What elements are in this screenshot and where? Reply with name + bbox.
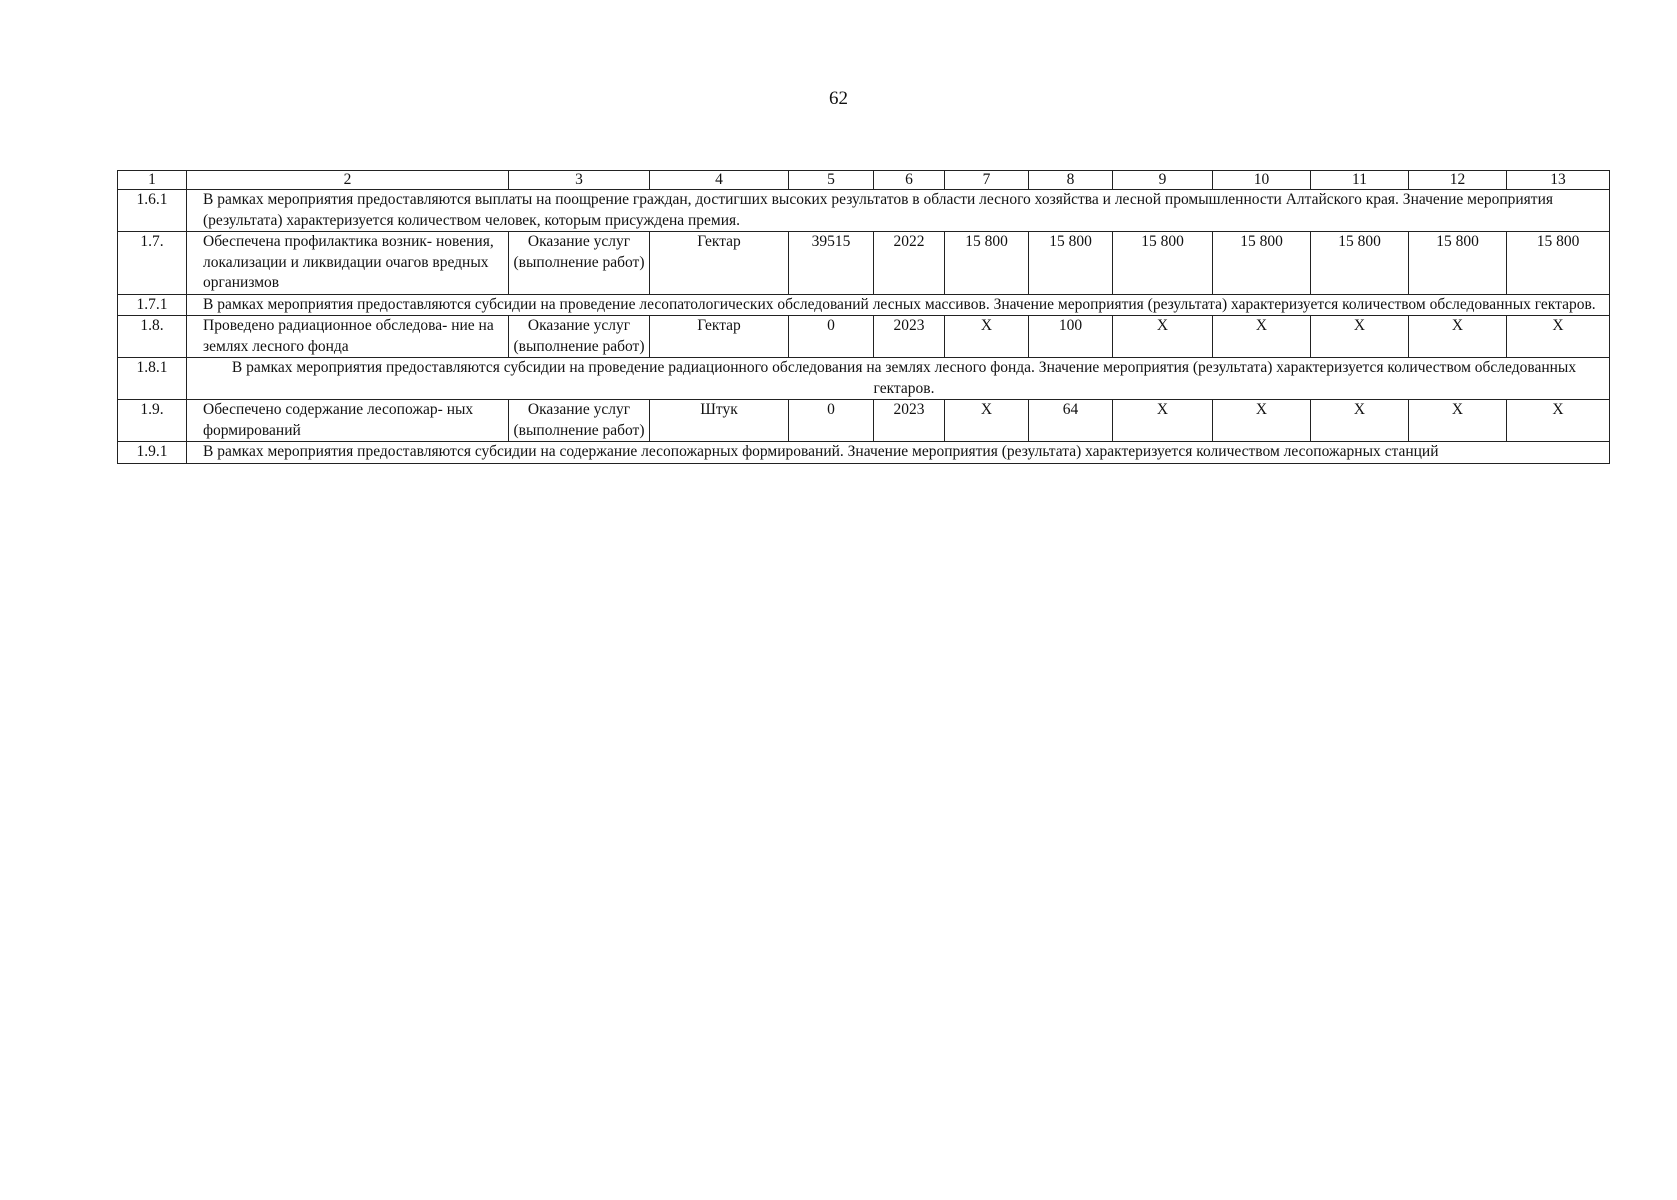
note-row bbox=[118, 190, 1610, 232]
measure-name: Проведено радиационное обследова- ние на землях лесного фонда bbox=[187, 316, 509, 358]
table-row bbox=[118, 316, 1610, 358]
row-id: 1.7. bbox=[118, 232, 187, 295]
value-cell: 15 800 bbox=[945, 232, 1029, 295]
value-cell: 39515 bbox=[789, 232, 874, 295]
value-cell: 64 bbox=[1029, 400, 1113, 442]
header-cell: 9 bbox=[1113, 171, 1213, 190]
header-cell: 6 bbox=[874, 171, 945, 190]
value-cell: Х bbox=[1311, 400, 1409, 442]
page-number: 62 bbox=[829, 88, 848, 109]
value-cell: 2022 bbox=[874, 232, 945, 295]
value-cell: Х bbox=[1409, 400, 1507, 442]
header-cell: 3 bbox=[509, 171, 650, 190]
table-row bbox=[118, 232, 1610, 295]
header-cell: 8 bbox=[1029, 171, 1113, 190]
row-id: 1.8.1 bbox=[118, 358, 187, 400]
header-cell: 12 bbox=[1409, 171, 1507, 190]
note-text: В рамках мероприятия предоставляются субсидии на содержание лесопожарных формирований. Значение мероприятия (результата) характеризуется количеством лесопожарных станций bbox=[187, 442, 1610, 464]
measure-kind: Оказание услуг (выполнение работ) bbox=[509, 232, 650, 295]
header-cell: 4 bbox=[650, 171, 789, 190]
header-cell: 11 bbox=[1311, 171, 1409, 190]
value-cell: 2023 bbox=[874, 400, 945, 442]
header-cell: 13 bbox=[1507, 171, 1610, 190]
header-cell: 10 bbox=[1213, 171, 1311, 190]
value-cell: Х bbox=[1213, 400, 1311, 442]
measure-name: Обеспечено содержание лесопожар- ных формирований bbox=[187, 400, 509, 442]
measure-kind: Оказание услуг (выполнение работ) bbox=[509, 316, 650, 358]
measure-kind: Оказание услуг (выполнение работ) bbox=[509, 400, 650, 442]
value-cell: 15 800 bbox=[1507, 232, 1610, 295]
value-cell: 2023 bbox=[874, 316, 945, 358]
table-row bbox=[118, 400, 1610, 442]
note-text: В рамках мероприятия предоставляются субсидии на проведение лесопатологических обследований лесных массивов. Значение мероприятия (результата) характеризуется количеством обследованных гектаров. bbox=[187, 294, 1610, 316]
unit-cell: Гектар bbox=[650, 316, 789, 358]
row-id: 1.9. bbox=[118, 400, 187, 442]
measure-name: Обеспечена профилактика возник- новения, локализации и ликвидации очагов вредных организмов bbox=[187, 232, 509, 295]
header-cell: 2 bbox=[187, 171, 509, 190]
header-cell: 1 bbox=[118, 171, 187, 190]
row-id: 1.6.1 bbox=[118, 190, 187, 232]
value-cell: Х bbox=[1409, 316, 1507, 358]
value-cell: Х bbox=[1507, 400, 1610, 442]
row-id: 1.7.1 bbox=[118, 294, 187, 316]
value-cell: Х bbox=[1113, 316, 1213, 358]
value-cell: 15 800 bbox=[1029, 232, 1113, 295]
value-cell: Х bbox=[1113, 400, 1213, 442]
note-text: В рамках мероприятия предоставляются выплаты на поощрение граждан, достигших высоких результатов в области лесного хозяйства и лесной промышленности Алтайского края. Значение мероприятия (результата) характеризуется количеством человек, которым присуждена премия. bbox=[187, 190, 1610, 232]
indicators-table bbox=[117, 170, 1610, 464]
value-cell: Х bbox=[945, 400, 1029, 442]
value-cell: 0 bbox=[789, 400, 874, 442]
value-cell: Х bbox=[1507, 316, 1610, 358]
value-cell: 100 bbox=[1029, 316, 1113, 358]
note-row bbox=[118, 358, 1610, 400]
value-cell: Х bbox=[1311, 316, 1409, 358]
note-text: В рамках мероприятия предоставляются субсидии на проведение радиационного обследования на землях лесного фонда. Значение мероприятия (результата) характеризуется количеством обследованных гектаров. bbox=[187, 358, 1610, 400]
value-cell: 15 800 bbox=[1311, 232, 1409, 295]
unit-cell: Штук bbox=[650, 400, 789, 442]
value-cell: Х bbox=[945, 316, 1029, 358]
header-cell: 5 bbox=[789, 171, 874, 190]
header-row bbox=[118, 171, 1610, 190]
header-cell: 7 bbox=[945, 171, 1029, 190]
value-cell: 15 800 bbox=[1213, 232, 1311, 295]
value-cell: 15 800 bbox=[1113, 232, 1213, 295]
value-cell: 15 800 bbox=[1409, 232, 1507, 295]
value-cell: Х bbox=[1213, 316, 1311, 358]
unit-cell: Гектар bbox=[650, 232, 789, 295]
note-row bbox=[118, 294, 1610, 316]
value-cell: 0 bbox=[789, 316, 874, 358]
row-id: 1.9.1 bbox=[118, 442, 187, 464]
row-id: 1.8. bbox=[118, 316, 187, 358]
note-row bbox=[118, 442, 1610, 464]
